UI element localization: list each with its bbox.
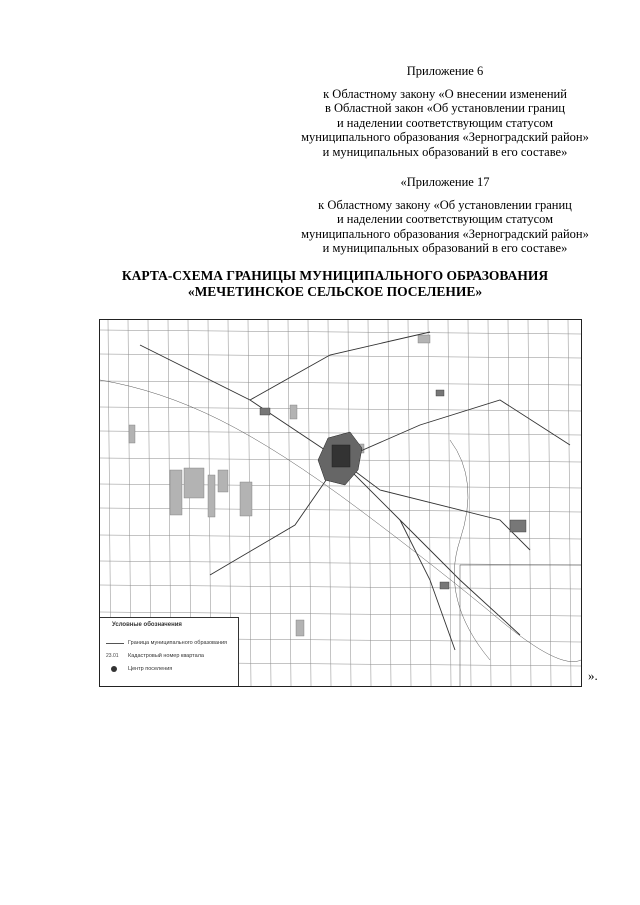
legend-symbol-text: 23.01 xyxy=(106,652,119,659)
appendix-6-line: к Областному закону «О внесении изменений xyxy=(323,86,567,101)
legend-label: Центр поселения xyxy=(128,665,173,672)
appendix-17-line: и муниципальных образований в его составе» xyxy=(322,241,568,255)
appendix-6-block xyxy=(285,64,605,159)
legend-title: Условные обозначения xyxy=(112,622,182,628)
appendix-17-heading: «Приложение 17 xyxy=(400,175,490,189)
closing-quote: ». xyxy=(588,668,598,683)
map-legend xyxy=(100,617,239,686)
legend-label: Кадастровый номер квартала xyxy=(128,652,204,659)
settlement-center-icon xyxy=(106,666,124,672)
legend-label: Граница муниципального образования xyxy=(128,639,228,646)
appendix-6-line: и наделении соответствующим статусом xyxy=(336,115,554,130)
frame-lines xyxy=(460,565,581,686)
appendix-6-line: муниципального образования «Зерноградский район» xyxy=(301,130,589,144)
settlements xyxy=(260,390,526,589)
legend-item xyxy=(106,638,227,647)
boundary-map xyxy=(99,319,582,687)
settlement-mechetinskaya xyxy=(318,432,362,485)
appendix-6-line: в Областной закон «Об установлении границ xyxy=(324,101,565,115)
document-title xyxy=(90,268,580,299)
appendix-6-heading: Приложение 6 xyxy=(406,64,484,78)
appendix-6-line: и муниципальных образований в его составе» xyxy=(322,144,568,159)
appendix-17-block xyxy=(285,175,605,256)
legend-item xyxy=(106,651,204,660)
legend-item xyxy=(106,664,172,673)
appendix-17-line: к Областному закону «Об установлении границ xyxy=(318,197,572,212)
title-line: КАРТА-СХЕМА ГРАНИЦЫ МУНИЦИПАЛЬНОГО ОБРАЗОВАНИЯ xyxy=(121,268,549,283)
roads xyxy=(140,332,570,650)
appendix-17-line: и наделении соответствующим статусом xyxy=(336,212,554,226)
title-line: «МЕЧЕТИНСКОЕ СЕЛЬСКОЕ ПОСЕЛЕНИЕ» xyxy=(187,283,483,299)
boundary-line-icon xyxy=(106,640,124,646)
appendix-17-line: муниципального образования «Зерноградский район» xyxy=(301,226,589,241)
